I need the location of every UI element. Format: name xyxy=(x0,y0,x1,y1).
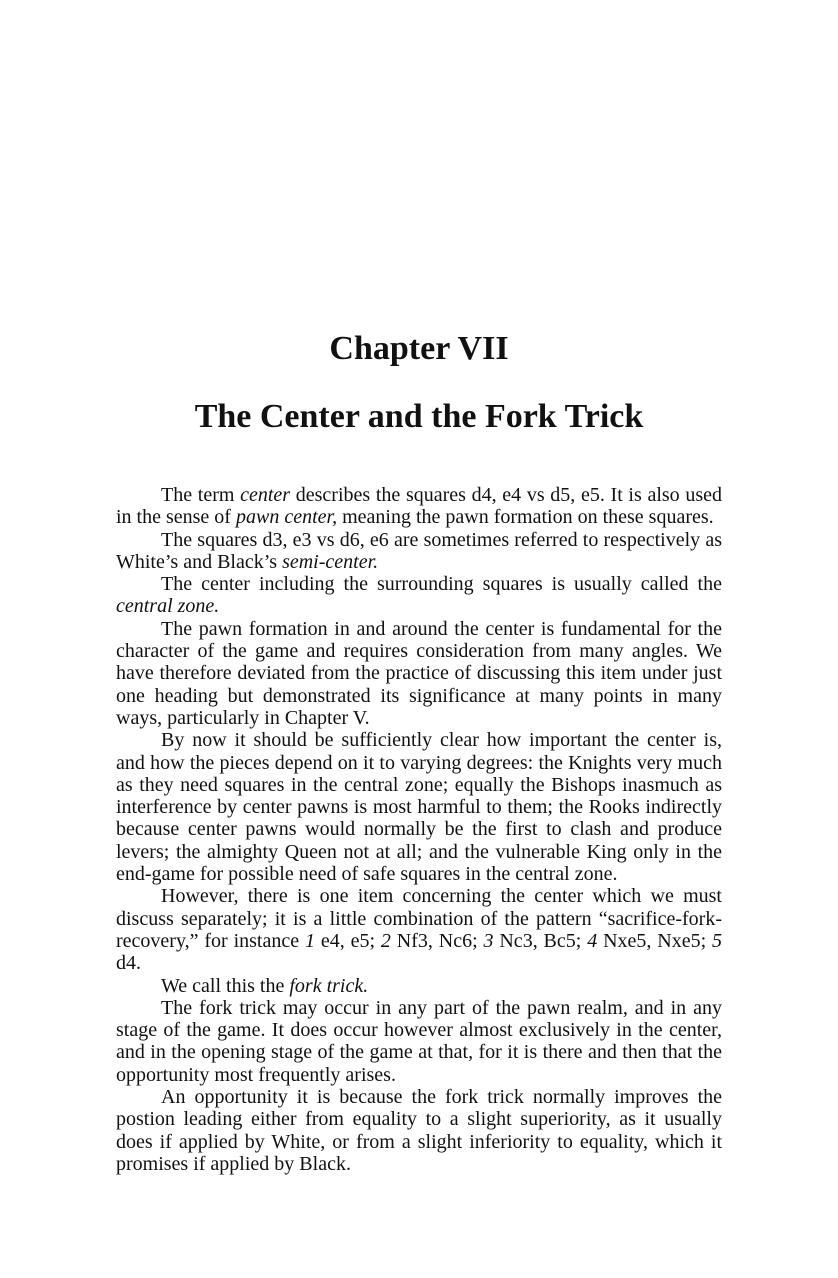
text-run: The center including the surrounding squares is usually called the xyxy=(161,573,722,596)
italic-text: 4 xyxy=(587,929,598,952)
paragraph xyxy=(116,618,722,729)
text-run: Nf3, Nc6; xyxy=(390,929,484,952)
italic-text: 5 xyxy=(712,929,723,952)
italic-text: center xyxy=(240,484,291,506)
text-run: meaning the pawn formation on these squares. xyxy=(337,506,714,529)
paragraph xyxy=(116,1086,722,1175)
text-run: Nc3, Bc5; xyxy=(493,929,588,952)
italic-text: semi-center. xyxy=(282,550,379,573)
text-run: e4, e5; xyxy=(314,929,381,952)
text-run: The pawn formation in and around the center is fundamental for the character of the game and requires consideration from many angles. We have therefore deviated from the practice of discussing this item under just one heading but demonstrated its significance at many points in many ways, particularly in Chapter V. xyxy=(116,617,722,729)
chapter-body-text xyxy=(116,484,722,1175)
italic-text: 3 xyxy=(483,929,494,952)
italic-text: pawn center, xyxy=(235,506,338,529)
chapter-number: Chapter VII xyxy=(329,330,509,367)
text-run: The fork trick may occur in any part of the pawn realm, and in any stage of the game. It does occur however almost exclusively in the center, and in the opening stage of the game at that, for it is there and then that the opportunity most frequently arises. xyxy=(116,996,722,1086)
italic-text: fork trick. xyxy=(289,974,369,997)
paragraph xyxy=(116,573,722,618)
paragraph xyxy=(116,529,722,574)
text-run: Nxe5, Nxe5; xyxy=(597,929,713,952)
text-run: An opportunity it is because the fork trick normally improves the postion leading either from equality to a slight superiority, as it usually does if applied by White, or from a slight inferiority to equality, which it promises if applied by Black. xyxy=(116,1086,722,1175)
paragraph xyxy=(116,975,722,997)
text-run: The term xyxy=(161,484,241,506)
text-run: We call this the xyxy=(161,974,290,997)
text-run: d4. xyxy=(116,952,141,975)
italic-text: 1 xyxy=(304,929,315,952)
text-run: By now it should be sufficiently clear how important the center is, and how the pieces depend on it to varying degrees: the Knights very much as they need squares in the central zone; equally the Bishops inasmuch as interference by center pawns is most harmful to them; the Rooks indirectly because center pawns would normally be the first to clash and produce levers; the almighty Queen not at all; and the vulnerable King only in the end-game for possible need of safe squares in the central zone. xyxy=(116,729,722,886)
italic-text: central zone. xyxy=(116,595,220,618)
text-run: However, there is one item concerning the center which we must discuss separately; it is a little combination of the pattern “sacrifice-fork-recovery,” for instance xyxy=(116,885,722,952)
text-run: describes the squares d4, e4 vs d5, e5. It is also used in the sense of xyxy=(116,484,722,529)
italic-text: 2 xyxy=(380,929,391,952)
paragraph xyxy=(116,729,722,885)
paragraph xyxy=(116,484,722,529)
text-run: The squares d3, e3 vs d6, e6 are sometimes referred to respectively as White’s and Black’s xyxy=(116,528,722,573)
chapter-title: The Center and the Fork Trick xyxy=(194,398,644,435)
paragraph xyxy=(116,885,722,974)
paragraph xyxy=(116,997,722,1086)
